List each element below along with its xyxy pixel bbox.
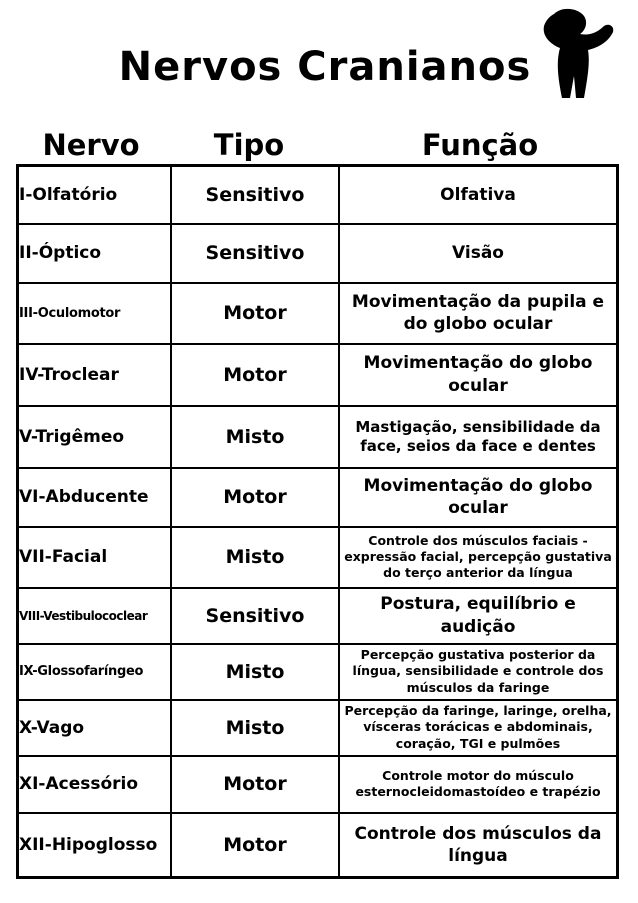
table-row bbox=[18, 813, 618, 878]
table-row bbox=[18, 406, 618, 468]
nerve-name-cell: III-Oculomotor bbox=[18, 283, 172, 344]
table-row bbox=[18, 224, 618, 283]
table-row bbox=[18, 166, 618, 224]
nerve-type-cell: Misto bbox=[171, 527, 339, 588]
table-row bbox=[18, 700, 618, 756]
nerve-type-cell: Motor bbox=[171, 813, 339, 878]
nerve-function-cell: Percepção gustativa posterior da língua, sensibilidade e controle dos músculos da faringe bbox=[339, 644, 618, 700]
nerve-name-cell: IX-Glossofaríngeo bbox=[18, 644, 172, 700]
column-header-tipo: Tipo bbox=[213, 128, 285, 162]
nerve-function-cell: Controle dos músculos faciais - expressão facial, percepção gustativa do terço anterior da língua bbox=[339, 527, 618, 588]
nerve-type-cell: Misto bbox=[171, 406, 339, 468]
table-row bbox=[18, 588, 618, 644]
table-row bbox=[18, 527, 618, 588]
table-row bbox=[18, 644, 618, 700]
nerve-function-cell: Controle dos músculos da língua bbox=[339, 813, 618, 878]
nerve-name-cell: VI-Abducente bbox=[18, 468, 172, 527]
cranial-nerves-table bbox=[16, 164, 619, 879]
nerve-function-cell: Visão bbox=[339, 224, 618, 283]
nerve-function-cell: Percepção da faringe, laringe, orelha, vísceras torácicas e abdominais, coração, TGI e pulmões bbox=[339, 700, 618, 756]
nerve-type-cell: Misto bbox=[171, 700, 339, 756]
nerve-function-cell: Controle motor do músculo esternocleidomastoídeo e trapézio bbox=[339, 756, 618, 813]
nerve-type-cell: Sensitivo bbox=[171, 224, 339, 283]
nerve-name-cell: V-Trigêmeo bbox=[18, 406, 172, 468]
nerve-type-cell: Sensitivo bbox=[171, 166, 339, 224]
column-header-funcao: Função bbox=[421, 128, 539, 162]
thinking-figure-icon bbox=[532, 6, 616, 102]
nerve-function-cell: Movimentação do globo ocular bbox=[339, 344, 618, 406]
nerve-function-cell: Movimentação da pupila e do globo ocular bbox=[339, 283, 618, 344]
nerve-type-cell: Motor bbox=[171, 283, 339, 344]
column-header-nervo: Nervo bbox=[42, 128, 140, 162]
nerve-name-cell: IV-Troclear bbox=[18, 344, 172, 406]
nerve-function-cell: Mastigação, sensibilidade da face, seios da face e dentes bbox=[339, 406, 618, 468]
nerve-name-cell: VIII-Vestibulococlear bbox=[18, 588, 172, 644]
nerve-name-cell: VII-Facial bbox=[18, 527, 172, 588]
table-row bbox=[18, 756, 618, 813]
table-row bbox=[18, 468, 618, 527]
nerve-name-cell: II-Óptico bbox=[18, 224, 172, 283]
nerve-function-cell: Olfativa bbox=[339, 166, 618, 224]
page-title: Nervos Cranianos bbox=[118, 44, 532, 90]
nerve-function-cell: Postura, equilíbrio e audição bbox=[339, 588, 618, 644]
nerve-name-cell: I-Olfatório bbox=[18, 166, 172, 224]
table-row bbox=[18, 344, 618, 406]
nerve-type-cell: Motor bbox=[171, 468, 339, 527]
nerve-type-cell: Sensitivo bbox=[171, 588, 339, 644]
nerve-type-cell: Motor bbox=[171, 344, 339, 406]
nerve-function-cell: Movimentação do globo ocular bbox=[339, 468, 618, 527]
nerve-name-cell: XII-Hipoglosso bbox=[18, 813, 172, 878]
table-row bbox=[18, 283, 618, 344]
nerve-type-cell: Motor bbox=[171, 756, 339, 813]
nerve-name-cell: XI-Acessório bbox=[18, 756, 172, 813]
nerve-name-cell: X-Vago bbox=[18, 700, 172, 756]
nerve-type-cell: Misto bbox=[171, 644, 339, 700]
